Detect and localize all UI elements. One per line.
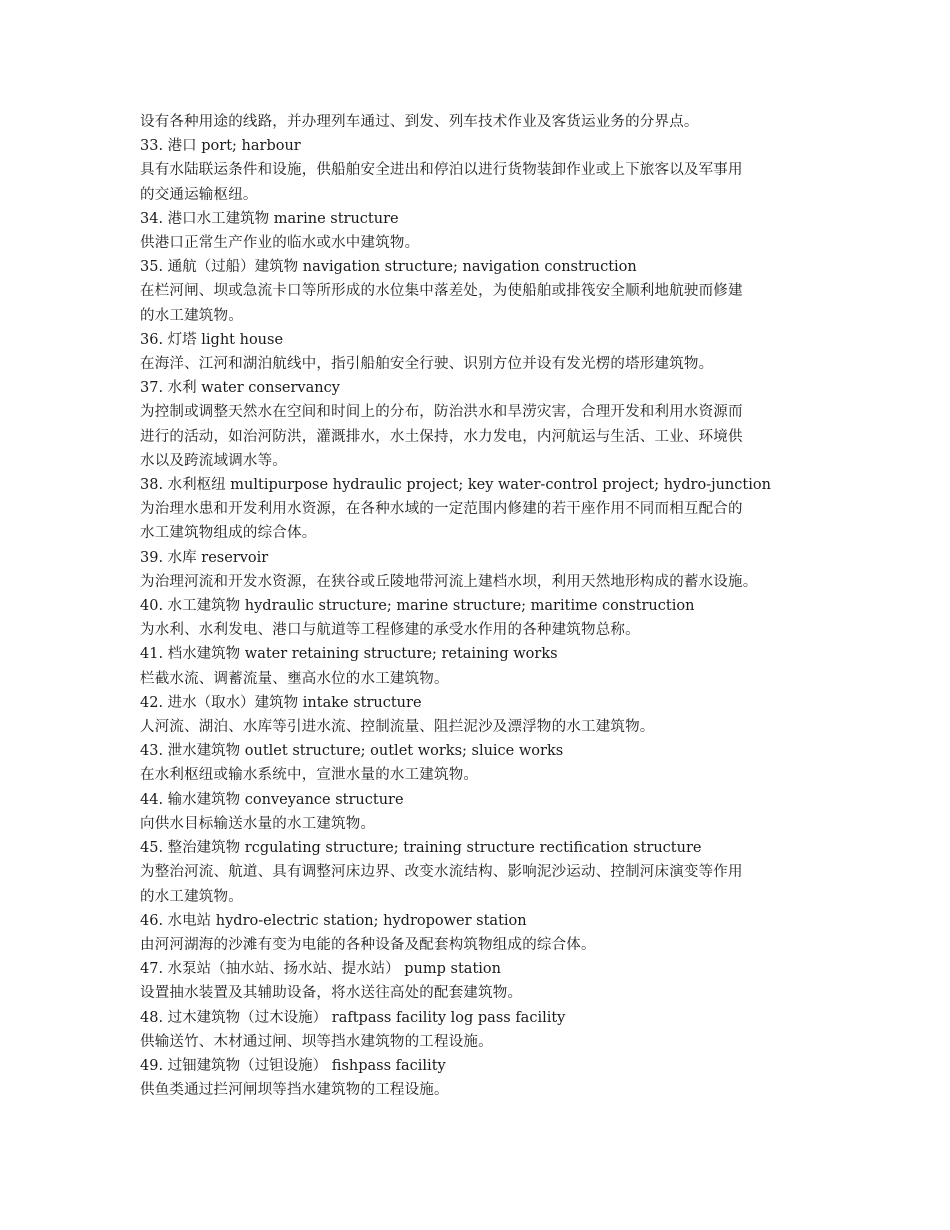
term-heading: 46. 水电站 hydro-electric station; hydropower station	[140, 912, 527, 929]
term-heading: 48. 过木建筑物（过木设施） raftpass facility log pass facility	[140, 1009, 566, 1026]
definition-line: 的交通运输枢纽。	[140, 186, 258, 203]
definition-line: 在海洋、江河和湖泊航线中，指引船舶安全行驶、识别方位并设有发光楞的塔形建筑物。	[140, 356, 714, 373]
definition-line: 为整治河流、航道、具有调整河床边界、改变水流结构、影响泥沙运动、控制河床演变等作用	[140, 864, 743, 881]
term-heading: 35. 通航（过船）建筑物 navigation structure; navigation construction	[140, 259, 637, 276]
definition-line: 为治理河流和开发水资源，在狭谷或丘陵地带河流上建档水坝，利用天然地形构成的蓄水设施。	[140, 573, 758, 590]
definition-line: 栏截水流、调蓄流量、壅高水位的水工建筑物。	[140, 670, 449, 687]
definition-line: 人河流、湖泊、水库等引进水流、控制流量、阻拦泥沙及漂浮物的水工建筑物。	[140, 719, 655, 736]
definition-line: 为治理水患和开发利用水资源，在各种水域的一定范围内修建的若干座作用不同而相互配合的	[140, 501, 743, 518]
definition-line: 的水工建筑物。	[140, 307, 243, 324]
definition-line: 的水工建筑物。	[140, 888, 243, 905]
definition-line: 为水利、水利发电、港口与航道等工程修建的承受水作用的各种建筑物总称。	[140, 622, 640, 639]
term-heading: 33. 港口 port; harbour	[140, 138, 301, 155]
term-heading: 40. 水工建筑物 hydraulic structure; marine structure; maritime construction	[140, 598, 695, 615]
definition-line: 进行的活动，如治河防洪，灌溉排水，水土保持，水力发电，内河航运与生活、工业、环境供	[140, 428, 743, 445]
term-heading: 42. 进水（取水）建筑物 intake structure	[140, 694, 422, 711]
term-heading: 44. 输水建筑物 conveyance structure	[140, 791, 404, 808]
definition-line: 供鱼类通过拦河闸坝等挡水建筑物的工程设施。	[140, 1082, 449, 1099]
term-heading: 49. 过钿建筑物（过钽设施） fishpass facility	[140, 1057, 446, 1074]
definition-line: 供港口正常生产作业的临水或水中建筑物。	[140, 235, 420, 252]
term-heading: 43. 泄水建筑物 outlet structure; outlet works; sluice works	[140, 743, 564, 760]
definition-line: 供输送竹、木材通过闸、坝等挡水建筑物的工程设施。	[140, 1033, 493, 1050]
definition-line: 在栏河闸、坝或急流卡口等所形成的水位集中落差处，为使船舶或排筏安全顺利地航驶而修建	[140, 283, 743, 300]
term-heading: 38. 水利枢纽 multipurpose hydraulic project; key water-control project; hydro-junction	[140, 477, 771, 494]
definition-line: 设有各种用途的线路，并办理列车通过、到发、列车技术作业及客货运业务的分界点。	[140, 114, 699, 130]
term-heading: 47. 水泵站（抽水站、扬水站、提水站） pump station	[140, 961, 501, 978]
definition-line: 水工建筑物组成的综合体。	[140, 525, 317, 542]
term-heading: 39. 水库 reservoir	[140, 549, 269, 566]
term-heading: 45. 整治建筑物 rcgulating structure; training structure rectification structure	[140, 840, 702, 857]
definition-line: 具有水陆联运条件和设施，供船舶安全进出和停泊以进行货物装卸作业或上下旅客以及军事用	[140, 162, 743, 179]
definition-line: 水以及跨流域调水等。	[140, 452, 287, 469]
definition-line: 由河河湖海的沙滩有变为电能的各种设备及配套构筑物组成的综合体。	[140, 936, 596, 953]
term-heading: 37. 水利 water conservancy	[140, 380, 340, 397]
definition-line: 为控制或调整天然水在空间和时间上的分布，防治洪水和旱涝灾害，合理开发和利用水资源而	[140, 404, 743, 421]
definition-line: 在水利枢纽或输水系统中，宣泄水量的水工建筑物。	[140, 767, 479, 784]
term-heading: 34. 港口水工建筑物 marine structure	[140, 210, 399, 227]
definition-line: 设置抽水装置及其辅助设备，将水送往高处的配套建筑物。	[140, 985, 523, 1002]
definition-line: 向供水目标输送水量的水工建筑物。	[140, 815, 376, 832]
document-page	[140, 110, 830, 1102]
term-heading: 41. 档水建筑物 water retaining structure; retaining works	[140, 646, 558, 663]
term-heading: 36. 灯塔 light house	[140, 331, 284, 348]
